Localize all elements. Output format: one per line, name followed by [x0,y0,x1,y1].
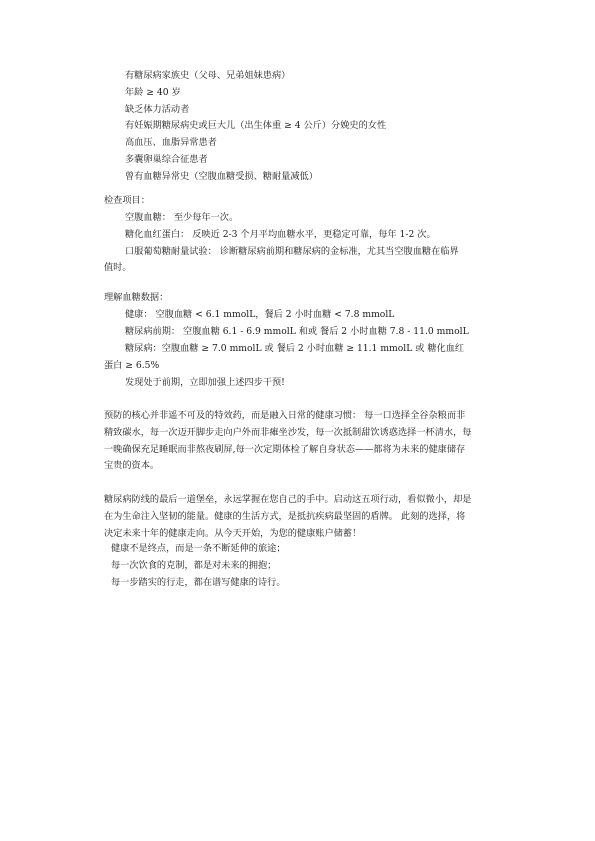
closing-verse [111,541,286,591]
list-item: 曾有血糖异常史（空腹血糖受损、糖耐量减低） [125,170,318,182]
prediabetes-range: 糖尿病前期： 空腹血糖 6.1 - 6.9 mmolL 和或 餐后 2 小时血糖 7.8 - 11.0 mmolL [125,325,469,337]
list-item: 有妊娠期糖尿病史或巨大儿（出生体重 ≥ 4 公斤）分娩史的女性 [125,120,387,132]
list-item: 多囊卵巢综合征患者 [125,153,208,165]
diabetes-range-continuation: 蛋白 ≥ 6.5% [104,360,160,371]
conclusion-paragraph [104,492,472,542]
exams-ogtt-continuation: 值时。 [104,262,132,273]
list-item: 糖化血红蛋白： 反映近 2-3 个月平均血糖水平，更稳定可靠，每年 1-2 次。 [125,228,436,240]
verse-line: 每一步踏实的行走，都在谱写健康的诗行。 [111,576,286,588]
paragraph-line: 一晚确保充足睡眠而非熬夜刷屏,每一次定期体检了解自身状态——都将为未来的健康储存 [104,443,466,455]
risk-factor-list [125,68,386,186]
list-item: 缺乏体力活动者 [125,103,190,115]
exams-heading: 检查项目： [104,195,150,206]
paragraph-line: 在为生命注入坚韧的能量。健康的生活方式，是抵抗疾病最坚固的盾牌。 此刻的选择，将 [104,510,466,522]
values-heading: 理解血糖数据： [104,292,169,303]
list-item: 口服葡萄糖耐量试验： 诊断糖尿病前期和糖尿病的金标准，尤其当空腹血糖在临界 [125,245,459,257]
diabetes-range: 糖尿病：空腹血糖 ≥ 7.0 mmolL 或 餐后 2 小时血糖 ≥ 11.1 mmolL 或 糖化血红 [125,342,465,354]
paragraph-line: 糖尿病防线的最后一道堡垒，永远掌握在您自己的手中。启动这五项行动，看似微小，却是 [104,494,472,505]
paragraph-line: 宝贵的资本。 [104,460,160,472]
list-item: 高血压、血脂异常患者 [125,137,217,149]
values-list [125,307,469,357]
exams-list [125,210,459,260]
verse-line: 健康不是终点，而是一条不断延伸的旅途； [111,543,286,554]
verse-line: 每一次饮食的克制，都是对未来的拥抱； [111,559,277,571]
list-item: 有糖尿病家族史（父母、兄弟姐妹患病） [125,70,291,81]
list-item: 年龄 ≥ 40 岁 [125,86,181,98]
action-note: 发现处于前期，立即加强上述四步干预! [125,377,285,388]
list-item: 空腹血糖： 至少每年一次。 [125,212,239,223]
healthy-range: 健康： 空腹血糖 < 6.1 mmolL，餐后 2 小时血糖 < 7.8 mmolL [125,309,395,320]
prevention-paragraph [104,408,472,475]
paragraph-line: 精致碳水，每一次迈开脚步走向户外而非瘫坐沙发，每一次抵制甜饮诱惑选择一杯清水，每 [104,426,472,438]
paragraph-line: 决定未来十年的健康走向。从今天开始，为您的健康账户储蓄！ [104,527,362,539]
paragraph-line: 预防的核心并非遥不可及的特效药，而是融入日常的健康习惯： 每一口选择全谷杂粮而非 [104,410,466,421]
